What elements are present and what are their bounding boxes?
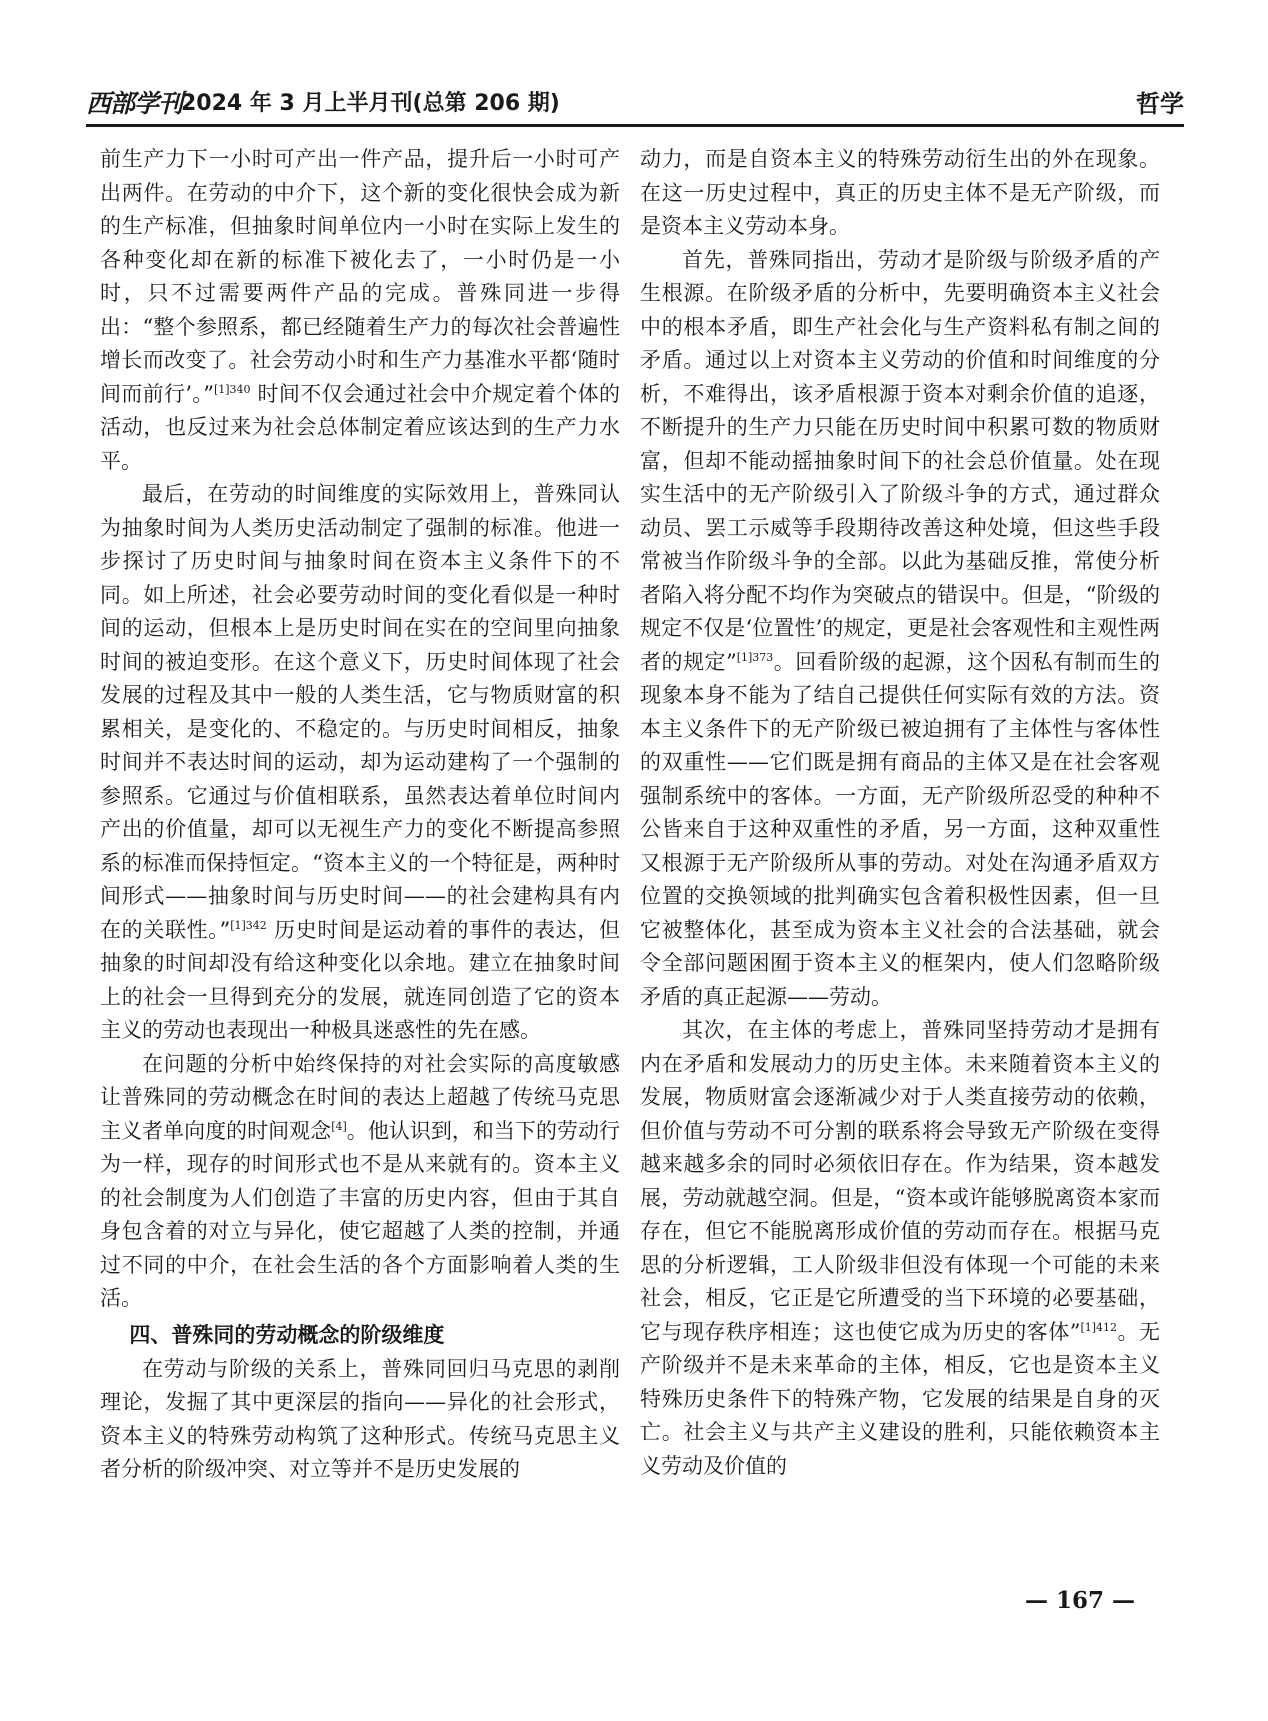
citation: [4] <box>331 1119 347 1133</box>
paragraph: 动力，而是自资本主义的特殊劳动衍生出的外在现象。在这一历史过程中，真正的历史主体不是无产阶级，而是资本主义劳动本身。 <box>640 147 1160 238</box>
journal-logo: 西部学刊 <box>86 89 183 118</box>
section-heading: 四、普殊同的劳动概念的阶级维度 <box>129 1322 445 1347</box>
issue-info: 2024 年 3 月上半月刊(总第 206 期) <box>181 91 560 116</box>
citation: [1]340 <box>213 382 251 396</box>
citation: [1]412 <box>1080 1320 1118 1334</box>
paragraph: 最后，在劳动的时间维度的实际效用上，普殊同认为抽象时间为人类历史活动制定了强制的标准。他进一步探讨了历史时间与抽象时间在资本主义条件下的不同。如上所述，社会必要劳动时间的变化看似是一种时间的运动，但根本上是历史时间在实在的空间里向抽象时间的被迫变形。在这个意义下，历史时间体现了社会发展的过程及其中一般的人类生活，它与物质财富的积累相关，是变化的、不稳定的。与历史时间相反，抽象时间并不表达时间的运动，却为运动建构了一个强制的参照系。它通过与价值相联系，虽然表达着单位时间内产出的价值量，却可以无视生产力的变化不断提高参照系的标准而保持恒定。“资本主义的一个特征是，两种时间形式——抽象时间与历史时间——的社会建构具有内在的关联性。”$^{[1]342}$ 历史时间是运动着的事件的表达，但抽象的时间却没有给这种变化以余地。建立在抽象时间上的社会一旦得到充分的发展，就连同创造了它的资本主义的劳动也表现出一种极具迷惑性的先在感。 <box>100 482 620 1042</box>
header-rule <box>86 124 1184 127</box>
right-column <box>640 143 1160 1483</box>
citation: [1]373 <box>736 650 774 664</box>
paragraph: 在劳动与阶级的关系上，普殊同回归马克思的剥削理论，发掘了其中更深层的指向——异化的社会形式，资本主义的特殊劳动构筑了这种形式。传统马克思主义者分析的阶级冲突、对立等并不是历史发展的 <box>100 1356 620 1481</box>
paragraph: 其次，在主体的考虑上，普殊同坚持劳动才是拥有内在矛盾和发展动力的历史主体。未来随着资本主义的发展，物质财富会逐渐减少对于人类直接劳动的依赖，但价值与劳动不可分割的联系将会导致无产阶级在变得越来越多余的同时必须依旧存在。作为结果，资本越发展，劳动就越空洞。但是，“资本或许能够脱离资本家而存在，但它不能脱离形成价值的劳动而存在。根据马克思的分析逻辑，工人阶级非但没有体现一个可能的未来社会，相反，它正是它所遭受的当下环境的必要基础，它与现存秩序相连；这也使它成为历史的客体”$^{[1]412}$。无产阶级并不是未来革命的主体，相反，它也是资本主义特殊历史条件下的特殊产物，它发展的结果是自身的灭亡。社会主义与共产主义建设的胜利，只能依赖资本主义劳动及价值的 <box>640 1018 1161 1478</box>
page-number: — 167 — <box>1024 1587 1136 1614</box>
paragraph: 在问题的分析中始终保持的对社会实际的高度敏感让普殊同的劳动概念在时间的表达上超越了传统马克思主义者单向度的时间观念[4]。他认识到，和当下的劳动行为一样，现存的时间形式也不是从来就有的。资本主义的社会制度为人们创造了丰富的历史内容，但由于其自身包含着的对立与异化，使它超越了人类的控制，并通过不同的中介，在社会生活的各个方面影响着人类的生活。 <box>100 1051 621 1310</box>
paragraph: 首先，普殊同指出，劳动才是阶级与阶级矛盾的产生根源。在阶级矛盾的分析中，先要明确资本主义社会中的根本矛盾，即生产社会化与生产资料私有制之间的矛盾。通过以上对资本主义劳动的价值和时间维度的分析，不难得出，该矛盾根源于资本对剩余价值的追逐，不断提升的生产力只能在历史时间中积累可数的物质财富，但却不能动摇抽象时间下的社会总价值量。处在现实生活中的无产阶级引入了阶级斗争的方式，通过群众动员、罢工示威等手段期待改善这种处境，但这些手段常被当作阶级斗争的全部。以此为基础反推，常使分析者陷入将分配不均作为突破点的错误中。但是，“阶级的规定不仅是‘位置性’的规定，更是社会客观性和主观性两者的规定”$^{[1]373}$。回看阶级的起源，这个因私有制而生的现象本身不能为了结自己提供任何实际有效的方法。资本主义条件下的无产阶级已被迫拥有了主体性与客体性的双重性——它们既是拥有商品的主体又是在社会客观强制系统中的客体。一方面，无产阶级所忍受的种种不公皆来自于这种双重性的矛盾，另一方面，这种双重性又根源于无产阶级所从事的劳动。对处在沟通矛盾双方位置的交换领域的批判确实包含着积极性因素，但一旦它被整体化，甚至成为资本主义社会的合法基础，就会令全部问题困囿于资本主义的框架内，使人们忽略阶级矛盾的真正起源——劳动。 <box>640 247 1160 1009</box>
running-header <box>86 86 1184 122</box>
citation: [1]342 <box>230 918 267 932</box>
section-label: 哲学 <box>1136 90 1184 118</box>
paragraph: 前生产力下一小时可产出一件产品，提升后一小时可产出两件。在劳动的中介下，这个新的变化很快会成为新的生产标准，但抽象时间单位内一小时在实际上发生的各种变化却在新的标准下被化去了，一小时仍是一小时，只不过需要两件产品的完成。普殊同进一步得出：“整个参照系，都已经随着生产力的每次社会普遍性增长而改变了。社会劳动小时和生产力基准水平都‘随时间而前行’。”$^{[1]340}$ 时间不仅会通过社会中介规定着个体的活动，也反过来为社会总体制定着应该达到的生产力水平。 <box>100 147 620 473</box>
left-column <box>100 143 620 1487</box>
